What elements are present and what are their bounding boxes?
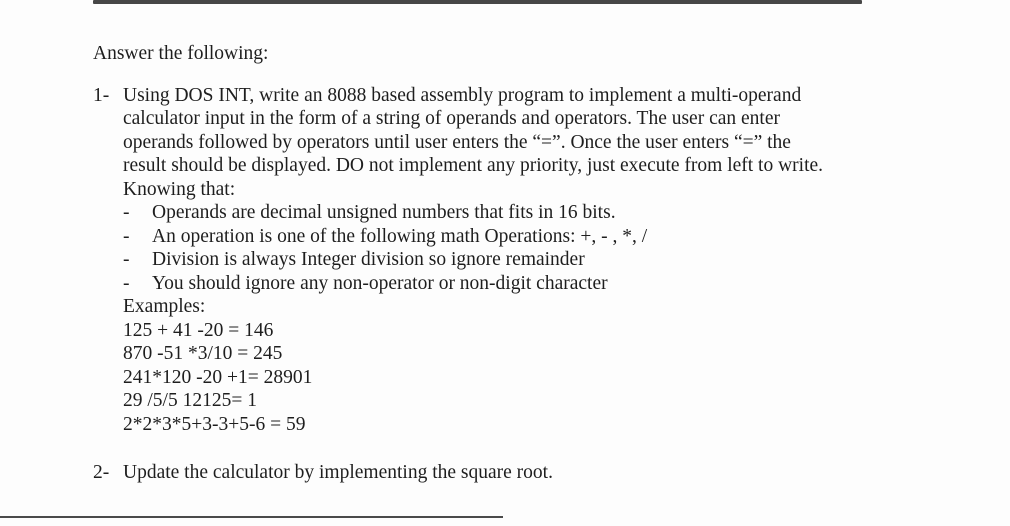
example-line: 870 -51 *3/10 = 245 xyxy=(123,343,283,364)
examples-label: Examples: xyxy=(123,296,206,317)
question-2 xyxy=(93,461,883,485)
question-1-line: result should be displayed. DO not implement any priority, just execute from left to write. xyxy=(123,155,824,176)
bullet-text: Division is always Integer division so ignore remainder xyxy=(152,249,585,270)
question-1 xyxy=(93,84,883,437)
question-1-line: calculator input in the form of a string of operands and operators. The user can enter xyxy=(123,108,780,129)
question-1-body xyxy=(123,84,883,437)
question-1-line: operands followed by operators until user enters the “=”. Once the user enters “=” the xyxy=(123,131,791,153)
bottom-horizontal-rule xyxy=(0,516,503,518)
bullet-dash: - xyxy=(123,272,130,294)
document-content xyxy=(93,42,883,485)
bullet-text: You should ignore any non-operator or non-digit character xyxy=(152,272,608,294)
example-line: 29 /5/5 12125= 1 xyxy=(123,390,257,411)
bullet-item xyxy=(123,201,883,225)
example-line: 125 + 41 -20 = 146 xyxy=(123,319,274,341)
example-line: 241*120 -20 +1= 28901 xyxy=(123,366,313,388)
bullet-dash: - xyxy=(123,202,130,223)
question-2-number: 2- xyxy=(93,462,110,483)
bullet-text: Operands are decimal unsigned numbers that fits in 16 bits. xyxy=(152,202,616,223)
bullet-item xyxy=(123,225,883,249)
bullet-item xyxy=(123,272,883,296)
bullet-item xyxy=(123,248,883,272)
bullet-dash: - xyxy=(123,249,130,270)
top-horizontal-rule xyxy=(93,0,862,4)
bullet-text: An operation is one of the following math Operations: +, - , *, / xyxy=(152,225,648,247)
example-line: 2*2*3*5+3-3+5-6 = 59 xyxy=(123,413,306,435)
document-heading: Answer the following: xyxy=(93,43,269,64)
question-1-line: Using DOS INT, write an 8088 based assembly program to implement a multi-operand xyxy=(123,84,802,106)
question-1-line: Knowing that: xyxy=(123,178,236,200)
bullet-dash: - xyxy=(123,225,130,247)
question-1-number: 1- xyxy=(93,84,110,106)
question-2-body xyxy=(123,461,883,485)
question-2-line: Update the calculator by implementing the square root. xyxy=(123,462,553,483)
